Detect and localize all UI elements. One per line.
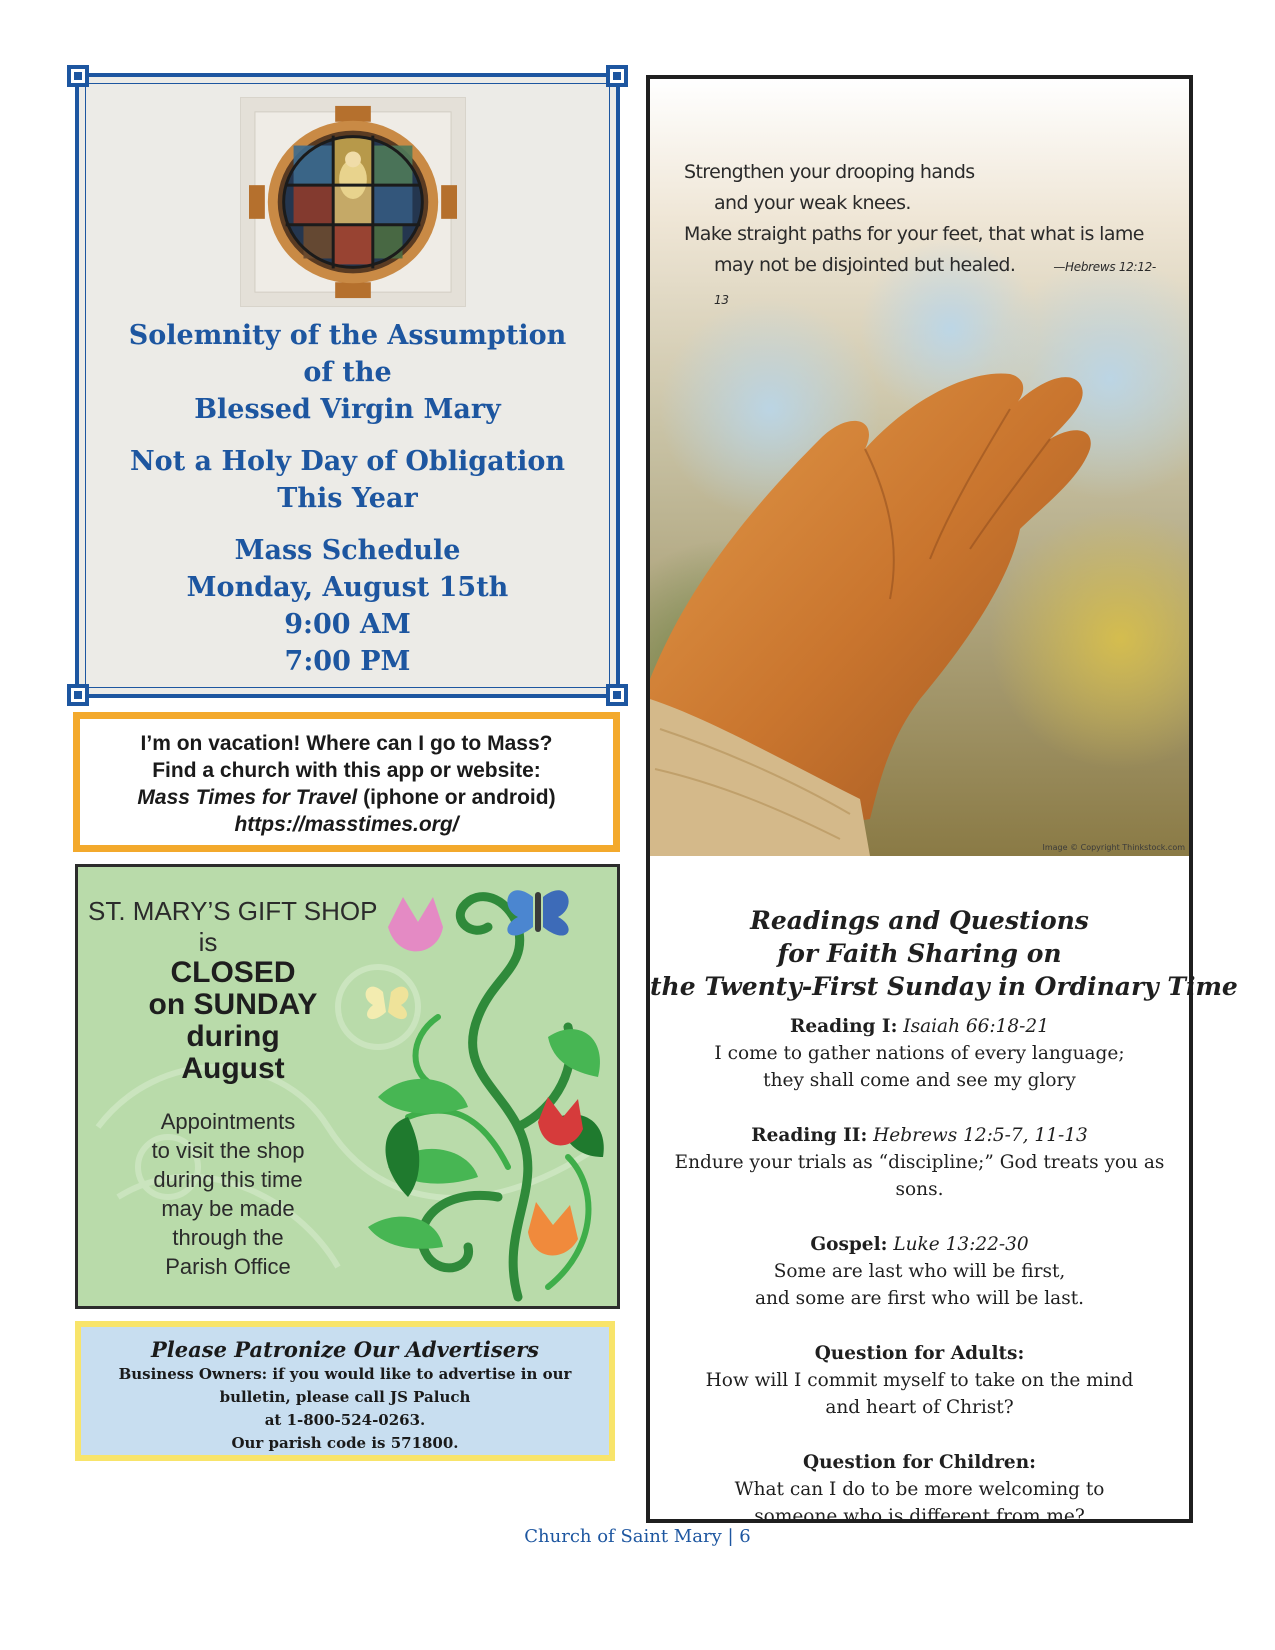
question-text: and heart of Christ?: [825, 1397, 1014, 1418]
feast-title-line: of the: [303, 357, 392, 388]
verse-line: may not be disjointed but healed.: [714, 254, 1016, 276]
advertisers-body: [81, 1363, 609, 1455]
reading-text: they shall come and see my glory: [763, 1070, 1076, 1091]
question-text: What can I do to be more welcoming to: [734, 1479, 1105, 1500]
verse-last-line: [684, 250, 1164, 316]
question-adults: [650, 1340, 1189, 1421]
advertisers-title: Please Patronize Our Advertisers: [151, 1337, 539, 1362]
reading-label: Gospel:: [810, 1234, 888, 1255]
schedule-time: 9:00 AM: [284, 609, 411, 640]
feast-title-line: Blessed Virgin Mary: [194, 394, 501, 425]
schedule-date: Monday, August 15th: [186, 572, 509, 603]
appointment-line: may be made: [161, 1196, 295, 1221]
closed-line: during: [186, 1020, 280, 1053]
appointment-line: to visit the shop: [151, 1138, 305, 1163]
readings-title-line: the Twenty-First Sunday in Ordinary Time: [650, 972, 1238, 1001]
appointment-line: Appointments: [160, 1109, 296, 1134]
question-label: Question for Adults:: [814, 1343, 1025, 1364]
mass-schedule: [79, 532, 616, 680]
reading-citation: Hebrews 12:5-7, 11-13: [873, 1125, 1088, 1146]
vacation-instruction: Find a church with this app or website:: [152, 759, 541, 782]
advertisers-phone: at 1-800-524-0263.: [264, 1411, 426, 1429]
stained-glass-window-image: [240, 97, 466, 307]
stained-glass-window-illustration: [241, 98, 465, 306]
question-text: How will I commit myself to take on the mind: [705, 1370, 1134, 1391]
reading-text: I come to gather nations of every language;: [714, 1043, 1125, 1064]
butterfly-icon: [507, 890, 568, 935]
closed-line: CLOSED: [170, 956, 296, 989]
gospel-reading: [650, 1231, 1189, 1312]
readings-title-line: Readings and Questions: [750, 906, 1089, 935]
reading-text: and some are first who will be last.: [754, 1288, 1085, 1309]
reading-citation: Isaiah 66:18-21: [903, 1016, 1049, 1037]
appointment-line: during this time: [153, 1167, 303, 1192]
vacation-question: I’m on vacation! Where can I go to Mass?: [140, 732, 553, 755]
assumption-announcement: [79, 317, 616, 695]
scripture-verse: [684, 157, 1164, 316]
obligation-line: This Year: [277, 483, 418, 514]
app-name: Mass Times for Travel: [137, 786, 358, 809]
readings-panel: [646, 75, 1238, 1527]
gift-shop-is: is: [198, 927, 218, 957]
reading-text: Some are last who will be first,: [773, 1261, 1066, 1282]
obligation-line: Not a Holy Day of Obligation: [130, 446, 565, 477]
gift-shop-notice: [75, 864, 620, 1309]
advertisers-line: bulletin, please call JS Paluch: [219, 1388, 471, 1406]
reading-label: Reading I:: [790, 1016, 898, 1037]
gift-shop-title: ST. MARY’S GIFT SHOP: [88, 896, 378, 926]
appointment-line: Parish Office: [165, 1254, 291, 1279]
verse-line: Make straight paths for your feet, that what is lame: [684, 223, 1144, 245]
page-footer: Church of Saint Mary | 6: [524, 1526, 751, 1547]
verse-reference: —Hebrews 12:12-13: [714, 260, 1156, 307]
closed-notice: [78, 957, 388, 1085]
app-platforms: (iphone or android): [357, 786, 556, 809]
frame-corner-ornament: [606, 65, 628, 87]
question-children: [650, 1449, 1189, 1530]
advertisers-line: Business Owners: if you would like to advertise in our: [118, 1365, 572, 1383]
vacation-mass-box: [73, 712, 620, 852]
reading-citation: Luke 13:22-30: [893, 1234, 1029, 1255]
closed-line: on SUNDAY: [148, 988, 318, 1021]
schedule-time: 7:00 PM: [284, 646, 411, 677]
vacation-app-line: [80, 784, 613, 811]
image-copyright: Image © Copyright Thinkstock.com: [1042, 843, 1185, 852]
advertisers-box: [75, 1321, 615, 1461]
closed-line: August: [181, 1052, 285, 1085]
readings-section: [650, 904, 1238, 1530]
masstimes-link[interactable]: https://masstimes.org/: [234, 813, 459, 836]
readings-title: [650, 904, 1238, 1003]
reading-two: [650, 1122, 1189, 1203]
verse-line: and your weak knees.: [714, 192, 911, 214]
parish-code: Our parish code is 571800.: [231, 1434, 459, 1452]
reading-text: Endure your trials as “discipline;” God treats you as sons.: [674, 1152, 1165, 1200]
question-text: someone who is different from me?: [754, 1506, 1085, 1527]
reading-label: Reading II:: [751, 1125, 868, 1146]
appointment-line: through the: [172, 1225, 284, 1250]
schedule-heading: Mass Schedule: [234, 535, 461, 566]
appointment-info: [75, 1107, 388, 1281]
readings-title-line: for Faith Sharing on: [777, 939, 1062, 968]
gift-shop-text: [88, 895, 388, 1281]
reading-one: [650, 1013, 1189, 1094]
question-label: Question for Children:: [802, 1452, 1036, 1473]
feast-title: [79, 317, 616, 428]
assumption-panel: [75, 73, 620, 698]
obligation-notice: [79, 443, 616, 517]
feast-title-line: Solemnity of the Assumption: [128, 320, 567, 351]
verse-line: Strengthen your drooping hands: [684, 161, 975, 183]
frame-corner-ornament: [67, 65, 89, 87]
